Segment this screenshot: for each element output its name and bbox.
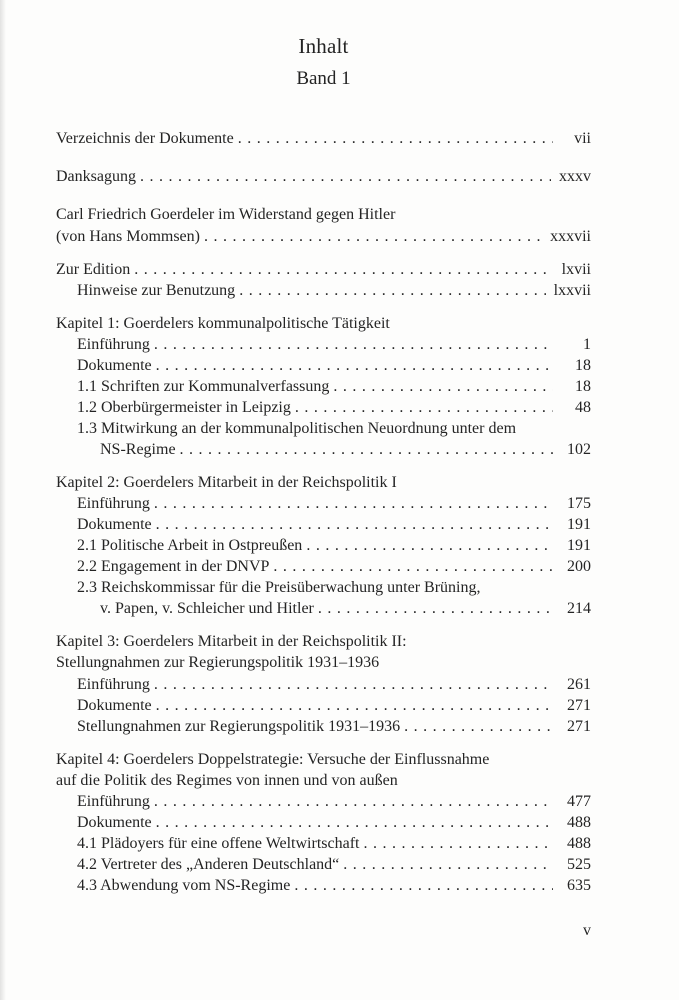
dot-leader — [294, 875, 553, 896]
page-title: Inhalt — [298, 34, 349, 58]
toc-row — [56, 598, 591, 619]
toc-entry-label: Carl Friedrich Goerdeler im Widerstand gegen Hitler — [56, 206, 396, 223]
toc-page-number: 477 — [567, 793, 591, 810]
dot-leader — [154, 674, 553, 695]
toc-row — [56, 472, 591, 493]
toc-entry-label: Dokumente — [77, 516, 152, 533]
toc-entry-label: Stellungnahmen zur Regierungspolitik 1931–1936 — [77, 718, 401, 735]
toc-page-number: 191 — [567, 516, 591, 533]
toc-row — [56, 716, 591, 737]
toc-row — [56, 493, 591, 514]
toc-row — [56, 313, 591, 334]
dot-leader — [156, 355, 553, 376]
dot-leader — [140, 166, 551, 187]
toc-row — [56, 695, 591, 716]
toc-page-number: 261 — [567, 676, 591, 693]
toc-row — [56, 749, 591, 770]
toc-row — [56, 418, 591, 439]
toc-page-number: xxxvii — [550, 228, 591, 245]
toc-page-number: 1 — [583, 336, 591, 353]
toc-entry-label: Einführung — [77, 336, 150, 353]
toc-entry-label: Zur Edition — [56, 261, 131, 278]
toc-entry-label: NS-Regime — [100, 441, 176, 458]
toc-entry-label: 4.1 Plädoyers für eine offene Weltwirtschaft — [77, 835, 360, 852]
toc-entry-label: Kapitel 3: Goerdelers Mitarbeit in der Reichspolitik II: — [56, 633, 407, 650]
toc-row — [56, 204, 591, 225]
dot-leader — [343, 854, 553, 875]
toc-entry-label: Dokumente — [77, 357, 152, 374]
toc-row — [56, 652, 591, 673]
toc-row — [56, 128, 591, 149]
toc-row — [56, 674, 591, 695]
toc-entry-label: (von Hans Mommsen) — [56, 228, 200, 245]
toc-row — [56, 376, 591, 397]
toc-entry-label: 1.3 Mitwirkung an der kommunalpolitischen Neuordnung unter dem — [77, 420, 517, 437]
scan-edge-shadow — [0, 0, 6, 1000]
toc-entry-label: 1.1 Schriften zur Kommunalverfassung — [77, 378, 330, 395]
dot-leader — [318, 598, 553, 619]
toc-page-number: 635 — [567, 877, 591, 894]
toc-page-number: 191 — [567, 537, 591, 554]
toc-page-number: 18 — [575, 357, 591, 374]
toc-row — [56, 355, 591, 376]
dot-leader — [156, 812, 553, 833]
toc-entry-label: 1.2 Oberbürgermeister in Leipzig — [77, 399, 291, 416]
toc-page-number: 48 — [575, 399, 591, 416]
toc-page-number: lxvii — [561, 261, 591, 278]
toc-entry-label: Dokumente — [77, 814, 152, 831]
toc-entry-label: Kapitel 4: Goerdelers Doppelstrategie: Versuche der Einflussnahme — [56, 751, 490, 768]
toc-list — [56, 128, 591, 896]
toc-page-number: lxxvii — [553, 282, 591, 299]
toc-row — [56, 535, 591, 556]
dot-leader — [154, 493, 553, 514]
toc-row — [56, 556, 591, 577]
toc-entry-label: auf die Politik des Regimes von innen und von außen — [56, 772, 398, 789]
dot-leader — [333, 376, 553, 397]
toc-entry-label: Danksagung — [56, 168, 136, 185]
toc-row — [56, 166, 591, 187]
dot-leader — [134, 259, 553, 280]
toc-page-number: vii — [574, 130, 591, 147]
toc-entry-label: 2.3 Reichskommissar für die Preisüberwachung unter Brüning, — [77, 579, 481, 596]
toc-row — [56, 514, 591, 535]
toc-entry-label: v. Papen, v. Schleicher und Hitler — [100, 600, 314, 617]
dot-leader — [239, 280, 545, 301]
dot-leader — [363, 833, 553, 854]
toc-entry-label: Dokumente — [77, 697, 152, 714]
dot-leader — [204, 226, 542, 247]
toc-row — [56, 854, 591, 875]
toc-page-number: 200 — [567, 558, 591, 575]
toc-row — [56, 875, 591, 896]
toc-entry-label: Kapitel 2: Goerdelers Mitarbeit in der Reichspolitik I — [56, 474, 397, 491]
toc-row — [56, 397, 591, 418]
toc-entry-label: Einführung — [77, 676, 150, 693]
toc-row — [56, 280, 591, 301]
dot-leader — [156, 695, 553, 716]
toc-page — [56, 0, 591, 941]
dot-leader — [154, 791, 553, 812]
dot-leader — [306, 535, 553, 556]
toc-entry-label: Kapitel 1: Goerdelers kommunalpolitische Tätigkeit — [56, 315, 390, 332]
dot-leader — [156, 514, 553, 535]
toc-page-number: xxxv — [559, 168, 591, 185]
toc-row — [56, 812, 591, 833]
toc-row — [56, 770, 591, 791]
dot-leader — [273, 556, 553, 577]
toc-entry-label: Hinweise zur Benutzung — [77, 282, 236, 299]
toc-row — [56, 791, 591, 812]
toc-row — [56, 439, 591, 460]
toc-entry-label: 4.3 Abwendung vom NS-Regime — [77, 877, 291, 894]
toc-row — [56, 631, 591, 652]
toc-row — [56, 577, 591, 598]
volume-subtitle: Band 1 — [296, 68, 351, 89]
dot-leader — [180, 439, 553, 460]
toc-row — [56, 833, 591, 854]
toc-entry-label: 4.2 Vertreter des „Anderen Deutschland“ — [77, 856, 340, 873]
toc-entry-label: 2.1 Politische Arbeit in Ostpreußen — [77, 537, 303, 554]
toc-page-number: 271 — [567, 697, 591, 714]
toc-page-number: 102 — [567, 441, 591, 458]
dot-leader — [295, 397, 553, 418]
dot-leader — [404, 716, 553, 737]
toc-entry-label: Einführung — [77, 495, 150, 512]
dot-leader — [238, 128, 553, 149]
toc-page-number: 18 — [575, 378, 591, 395]
toc-page-number: 488 — [567, 814, 591, 831]
toc-entry-label: Stellungnahmen zur Regierungspolitik 1931–1936 — [56, 654, 380, 671]
toc-entry-label: Einführung — [77, 793, 150, 810]
toc-entry-label: 2.2 Engagement in der DNVP — [77, 558, 270, 575]
dot-leader — [154, 334, 553, 355]
toc-row — [56, 259, 591, 280]
toc-row — [56, 226, 591, 247]
folio-page-number: v — [583, 922, 591, 939]
toc-page-number: 271 — [567, 718, 591, 735]
toc-entry-label: Verzeichnis der Dokumente — [56, 130, 234, 147]
toc-row — [56, 334, 591, 355]
toc-page-number: 214 — [567, 600, 591, 617]
toc-page-number: 525 — [567, 856, 591, 873]
toc-page-number: 175 — [567, 495, 591, 512]
toc-page-number: 488 — [567, 835, 591, 852]
